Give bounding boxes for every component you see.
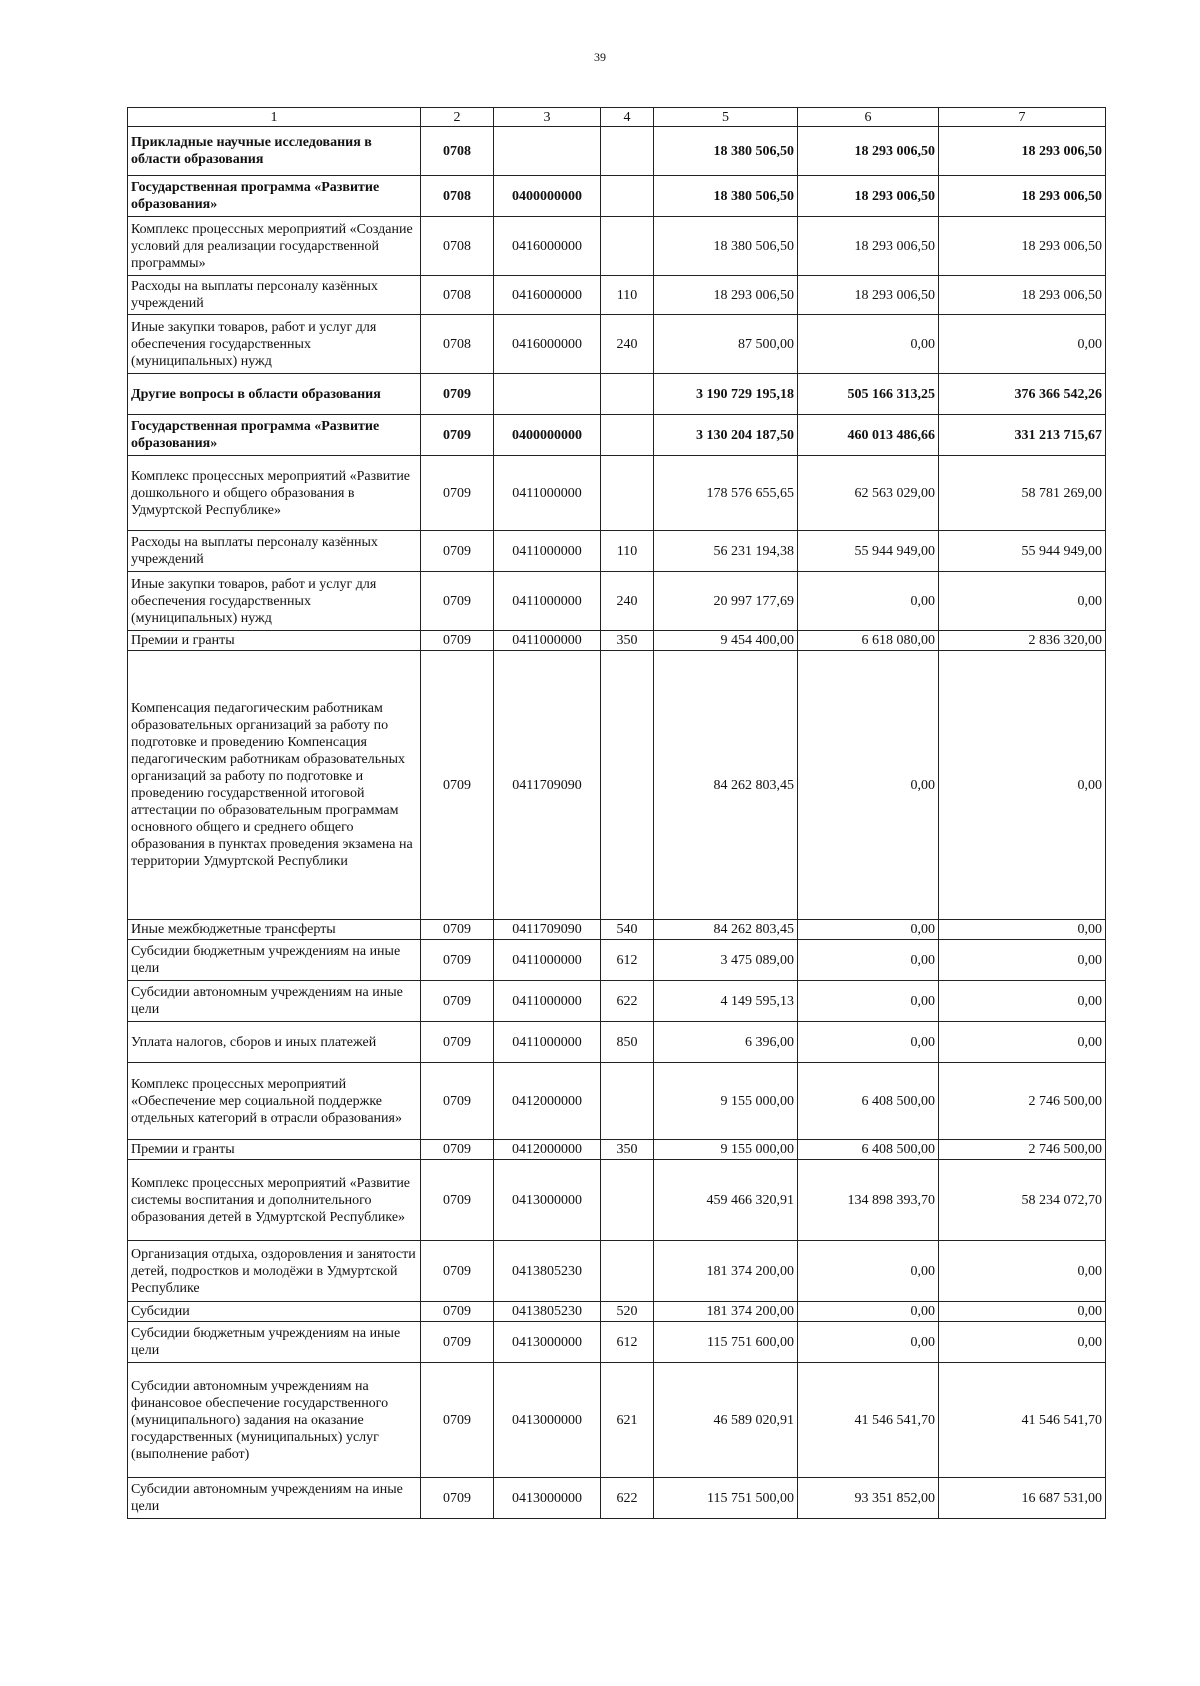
row-amount-1: 84 262 803,45	[654, 651, 798, 920]
row-target: 0411709090	[494, 920, 601, 940]
row-section: 0709	[421, 1322, 494, 1363]
row-name: Премии и гранты	[128, 631, 421, 651]
row-section: 0709	[421, 981, 494, 1022]
row-name: Субсидии автономным учреждениям на иные цели	[128, 1478, 421, 1519]
row-expense-type	[601, 651, 654, 920]
row-expense-type: 622	[601, 981, 654, 1022]
row-name: Субсидии	[128, 1302, 421, 1322]
row-expense-type: 350	[601, 1140, 654, 1160]
row-name: Субсидии бюджетным учреждениям на иные цели	[128, 1322, 421, 1363]
row-name: Компенсация педагогическим работникам образовательных организаций за работу по подготовке и проведению Компенсация педагогическим работникам образовательных организаций за работу по подготовке и проведению государственной итоговой аттестации по образовательным программам основного общего и среднего общего образования в пунктах проведения экзамена на территории Удмуртской Республики	[128, 651, 421, 920]
row-amount-1: 3 475 089,00	[654, 940, 798, 981]
table-row	[128, 374, 1106, 415]
table-row	[128, 940, 1106, 981]
row-amount-3: 2 746 500,00	[939, 1063, 1106, 1140]
row-section: 0709	[421, 940, 494, 981]
row-target: 0413000000	[494, 1322, 601, 1363]
row-amount-1: 115 751 600,00	[654, 1322, 798, 1363]
row-target: 0412000000	[494, 1063, 601, 1140]
row-name: Организация отдыха, оздоровления и занятости детей, подростков и молодёжи в Удмуртской Республике	[128, 1241, 421, 1302]
row-amount-2: 0,00	[798, 1241, 939, 1302]
row-target: 0411000000	[494, 940, 601, 981]
row-amount-1: 18 293 006,50	[654, 276, 798, 315]
header-col-4: 4	[601, 108, 654, 127]
row-expense-type: 612	[601, 1322, 654, 1363]
table-row	[128, 1140, 1106, 1160]
row-amount-1: 18 380 506,50	[654, 176, 798, 217]
row-amount-3: 0,00	[939, 572, 1106, 631]
table-row	[128, 981, 1106, 1022]
row-section: 0709	[421, 920, 494, 940]
row-amount-3: 0,00	[939, 651, 1106, 920]
row-amount-2: 0,00	[798, 1302, 939, 1322]
row-expense-type	[601, 1160, 654, 1241]
row-name: Комплекс процессных мероприятий «Развитие дошкольного и общего образования в Удмуртской Республике»	[128, 456, 421, 531]
row-expense-type: 612	[601, 940, 654, 981]
row-amount-3: 2 836 320,00	[939, 631, 1106, 651]
row-expense-type	[601, 127, 654, 176]
row-section: 0709	[421, 651, 494, 920]
row-expense-type	[601, 1241, 654, 1302]
row-amount-2: 62 563 029,00	[798, 456, 939, 531]
row-amount-1: 9 155 000,00	[654, 1063, 798, 1140]
row-name: Иные закупки товаров, работ и услуг для обеспечения государственных (муниципальных) нужд	[128, 572, 421, 631]
row-name: Государственная программа «Развитие образования»	[128, 415, 421, 456]
table-row	[128, 276, 1106, 315]
row-amount-1: 84 262 803,45	[654, 920, 798, 940]
row-name: Субсидии автономным учреждениям на иные цели	[128, 981, 421, 1022]
row-amount-2: 18 293 006,50	[798, 276, 939, 315]
row-expense-type	[601, 217, 654, 276]
row-amount-2: 41 546 541,70	[798, 1363, 939, 1478]
row-amount-3: 0,00	[939, 920, 1106, 940]
row-target: 0413000000	[494, 1363, 601, 1478]
row-target: 0411000000	[494, 572, 601, 631]
row-target: 0400000000	[494, 415, 601, 456]
row-section: 0708	[421, 127, 494, 176]
row-target: 0411000000	[494, 1022, 601, 1063]
row-amount-2: 460 013 486,66	[798, 415, 939, 456]
row-amount-1: 459 466 320,91	[654, 1160, 798, 1241]
row-section: 0709	[421, 374, 494, 415]
row-section: 0708	[421, 176, 494, 217]
row-section: 0709	[421, 631, 494, 651]
budget-table	[127, 107, 1106, 1519]
table-row	[128, 1478, 1106, 1519]
row-amount-2: 18 293 006,50	[798, 217, 939, 276]
row-amount-3: 41 546 541,70	[939, 1363, 1106, 1478]
row-amount-2: 18 293 006,50	[798, 127, 939, 176]
row-section: 0709	[421, 1363, 494, 1478]
table-row	[128, 176, 1106, 217]
row-section: 0709	[421, 531, 494, 572]
table-row	[128, 456, 1106, 531]
row-amount-3: 0,00	[939, 1022, 1106, 1063]
row-expense-type	[601, 456, 654, 531]
row-amount-3: 331 213 715,67	[939, 415, 1106, 456]
row-target	[494, 374, 601, 415]
table-row	[128, 315, 1106, 374]
row-target: 0400000000	[494, 176, 601, 217]
header-col-5: 5	[654, 108, 798, 127]
row-amount-2: 6 618 080,00	[798, 631, 939, 651]
header-col-2: 2	[421, 108, 494, 127]
row-amount-1: 56 231 194,38	[654, 531, 798, 572]
row-target: 0416000000	[494, 315, 601, 374]
row-amount-1: 6 396,00	[654, 1022, 798, 1063]
row-amount-3: 55 944 949,00	[939, 531, 1106, 572]
row-target	[494, 127, 601, 176]
row-amount-2: 93 351 852,00	[798, 1478, 939, 1519]
row-expense-type: 110	[601, 276, 654, 315]
table-row	[128, 1160, 1106, 1241]
row-section: 0709	[421, 572, 494, 631]
row-target: 0411709090	[494, 651, 601, 920]
row-amount-3: 16 687 531,00	[939, 1478, 1106, 1519]
table-row	[128, 1302, 1106, 1322]
row-target: 0412000000	[494, 1140, 601, 1160]
row-target: 0411000000	[494, 456, 601, 531]
row-amount-1: 181 374 200,00	[654, 1241, 798, 1302]
row-target: 0413000000	[494, 1160, 601, 1241]
row-amount-2: 505 166 313,25	[798, 374, 939, 415]
table-row	[128, 651, 1106, 920]
table-row	[128, 1241, 1106, 1302]
table-row	[128, 920, 1106, 940]
row-amount-2: 0,00	[798, 1022, 939, 1063]
row-expense-type: 622	[601, 1478, 654, 1519]
row-amount-1: 18 380 506,50	[654, 127, 798, 176]
row-name: Комплекс процессных мероприятий «Создание условий для реализации государственной программы»	[128, 217, 421, 276]
row-amount-1: 9 155 000,00	[654, 1140, 798, 1160]
row-section: 0709	[421, 1022, 494, 1063]
page-number: 39	[594, 50, 606, 64]
row-expense-type: 240	[601, 315, 654, 374]
row-amount-3: 18 293 006,50	[939, 217, 1106, 276]
row-name: Субсидии бюджетным учреждениям на иные цели	[128, 940, 421, 981]
row-target: 0416000000	[494, 217, 601, 276]
table-row	[128, 127, 1106, 176]
table-row	[128, 1363, 1106, 1478]
row-name: Премии и гранты	[128, 1140, 421, 1160]
row-section: 0708	[421, 315, 494, 374]
row-amount-3: 58 781 269,00	[939, 456, 1106, 531]
row-amount-1: 3 190 729 195,18	[654, 374, 798, 415]
row-section: 0709	[421, 1063, 494, 1140]
row-name: Государственная программа «Развитие образования»	[128, 176, 421, 217]
row-target: 0411000000	[494, 631, 601, 651]
row-expense-type	[601, 1063, 654, 1140]
row-amount-1: 181 374 200,00	[654, 1302, 798, 1322]
header-col-6: 6	[798, 108, 939, 127]
row-expense-type: 240	[601, 572, 654, 631]
row-section: 0709	[421, 456, 494, 531]
row-amount-2: 0,00	[798, 981, 939, 1022]
table-row	[128, 1063, 1106, 1140]
row-expense-type	[601, 176, 654, 217]
row-amount-3: 0,00	[939, 1241, 1106, 1302]
row-section: 0709	[421, 415, 494, 456]
row-amount-3: 2 746 500,00	[939, 1140, 1106, 1160]
row-name: Уплата налогов, сборов и иных платежей	[128, 1022, 421, 1063]
row-amount-1: 46 589 020,91	[654, 1363, 798, 1478]
row-amount-2: 18 293 006,50	[798, 176, 939, 217]
row-name: Расходы на выплаты персоналу казённых учреждений	[128, 276, 421, 315]
row-target: 0413805230	[494, 1241, 601, 1302]
row-amount-2: 55 944 949,00	[798, 531, 939, 572]
row-section: 0709	[421, 1140, 494, 1160]
row-amount-2: 0,00	[798, 651, 939, 920]
row-expense-type: 110	[601, 531, 654, 572]
header-col-3: 3	[494, 108, 601, 127]
table-body	[128, 108, 1106, 1519]
row-amount-2: 0,00	[798, 572, 939, 631]
header-col-7: 7	[939, 108, 1106, 127]
header-col-1: 1	[128, 108, 421, 127]
row-amount-3: 376 366 542,26	[939, 374, 1106, 415]
row-target: 0413805230	[494, 1302, 601, 1322]
row-expense-type: 621	[601, 1363, 654, 1478]
table-row	[128, 1322, 1106, 1363]
row-name: Комплекс процессных мероприятий «Развитие системы воспитания и дополнительного образования детей в Удмуртской Республике»	[128, 1160, 421, 1241]
row-section: 0708	[421, 276, 494, 315]
row-amount-3: 18 293 006,50	[939, 276, 1106, 315]
row-amount-3: 0,00	[939, 981, 1106, 1022]
row-name: Комплекс процессных мероприятий «Обеспечение мер социальной поддержке отдельных категорий в отрасли образования»	[128, 1063, 421, 1140]
row-expense-type: 540	[601, 920, 654, 940]
row-section: 0709	[421, 1302, 494, 1322]
row-name: Расходы на выплаты персоналу казённых учреждений	[128, 531, 421, 572]
row-section: 0709	[421, 1478, 494, 1519]
row-amount-3: 18 293 006,50	[939, 127, 1106, 176]
row-target: 0411000000	[494, 531, 601, 572]
table-row	[128, 531, 1106, 572]
row-name: Субсидии автономным учреждениям на финансовое обеспечение государственного (муниципального) задания на оказание государственных (муниципальных) услуг (выполнение работ)	[128, 1363, 421, 1478]
row-amount-2: 6 408 500,00	[798, 1063, 939, 1140]
row-amount-1: 3 130 204 187,50	[654, 415, 798, 456]
row-amount-1: 4 149 595,13	[654, 981, 798, 1022]
row-target: 0416000000	[494, 276, 601, 315]
row-expense-type: 850	[601, 1022, 654, 1063]
row-amount-3: 18 293 006,50	[939, 176, 1106, 217]
row-amount-1: 9 454 400,00	[654, 631, 798, 651]
row-amount-2: 0,00	[798, 940, 939, 981]
row-section: 0708	[421, 217, 494, 276]
header-row	[128, 108, 1106, 127]
row-amount-3: 0,00	[939, 315, 1106, 374]
row-amount-3: 0,00	[939, 940, 1106, 981]
row-amount-2: 0,00	[798, 920, 939, 940]
row-section: 0709	[421, 1241, 494, 1302]
row-amount-1: 178 576 655,65	[654, 456, 798, 531]
row-amount-3: 58 234 072,70	[939, 1160, 1106, 1241]
row-amount-3: 0,00	[939, 1322, 1106, 1363]
table-row	[128, 1022, 1106, 1063]
row-amount-1: 20 997 177,69	[654, 572, 798, 631]
row-amount-1: 18 380 506,50	[654, 217, 798, 276]
row-expense-type	[601, 374, 654, 415]
table-row	[128, 217, 1106, 276]
row-amount-2: 0,00	[798, 1322, 939, 1363]
row-amount-3: 0,00	[939, 1302, 1106, 1322]
row-amount-2: 0,00	[798, 315, 939, 374]
row-amount-1: 115 751 500,00	[654, 1478, 798, 1519]
row-expense-type	[601, 415, 654, 456]
row-amount-2: 134 898 393,70	[798, 1160, 939, 1241]
row-name: Иные межбюджетные трансферты	[128, 920, 421, 940]
row-amount-2: 6 408 500,00	[798, 1140, 939, 1160]
row-amount-1: 87 500,00	[654, 315, 798, 374]
row-target: 0413000000	[494, 1478, 601, 1519]
table-row	[128, 415, 1106, 456]
row-expense-type: 350	[601, 631, 654, 651]
row-section: 0709	[421, 1160, 494, 1241]
row-name: Прикладные научные исследования в области образования	[128, 127, 421, 176]
row-name: Другие вопросы в области образования	[128, 374, 421, 415]
table-row	[128, 572, 1106, 631]
row-name: Иные закупки товаров, работ и услуг для обеспечения государственных (муниципальных) нужд	[128, 315, 421, 374]
row-target: 0411000000	[494, 981, 601, 1022]
table-row	[128, 631, 1106, 651]
row-expense-type: 520	[601, 1302, 654, 1322]
